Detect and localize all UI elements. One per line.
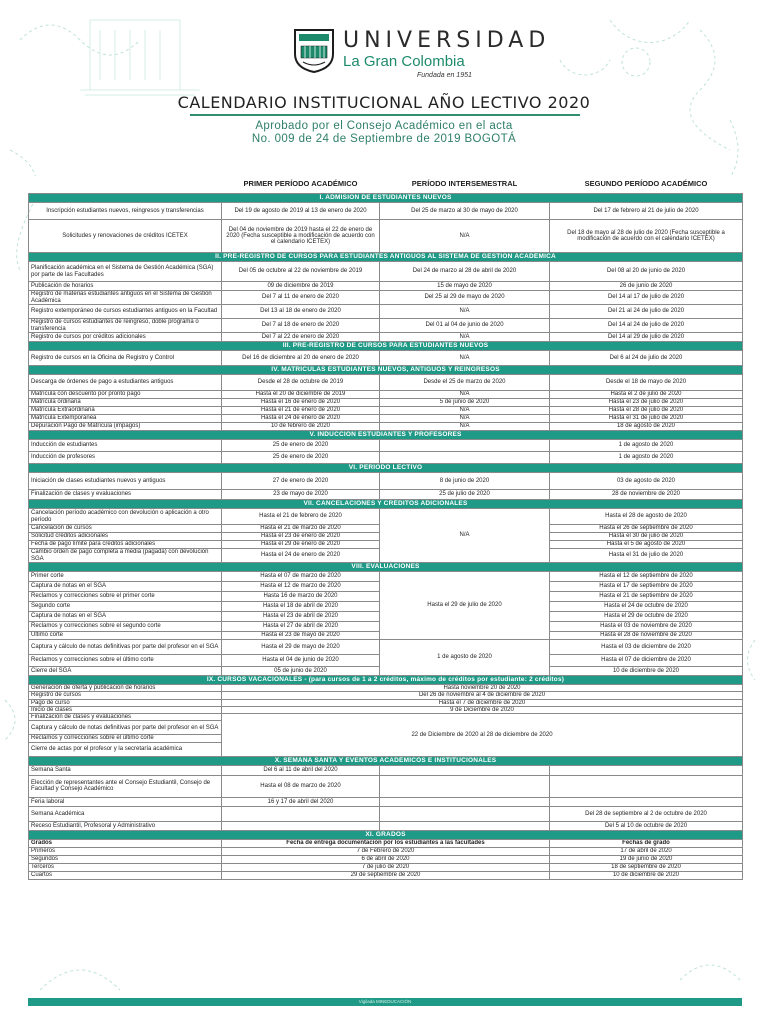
table-row <box>29 490 743 500</box>
cell-p1 <box>222 806 380 821</box>
footer-bar: Vigilada MINEDUCACIÓN <box>28 998 742 1006</box>
table-row <box>29 473 743 490</box>
section-title: IV. MATRÍCULAS ESTUDIANTES NUEVOS, ANTIGUOS Y REINGRESOS <box>29 366 743 375</box>
cell-p1: Hasta el 18 de abril de 2020 <box>222 602 380 612</box>
table-row <box>29 714 743 721</box>
row-label: Matrícula Extraordinaria <box>29 407 222 415</box>
cell-p2: Hasta el 07 de diciembre de 2020 <box>550 655 743 667</box>
table-row <box>29 262 743 282</box>
cell-p2: Del 17 de febrero al 21 de julio de 2020 <box>550 203 743 220</box>
row-label: Cierre de actas por el profesor y la secretaría académica <box>29 742 222 756</box>
row-label: Planificación académica en el Sistema de Gestión Académica (SGA) por parte de las Facultades <box>29 262 222 282</box>
section-header <box>29 431 743 440</box>
cell-inter: Del 25 de marzo al 30 de mayo de 2020 <box>380 203 550 220</box>
cell-p2: Del 21 al 24 de julio de 2020 <box>550 305 743 319</box>
cell-value: Hasta noviembre 20 de 2020 <box>222 685 743 692</box>
table-row <box>29 415 743 423</box>
row-label: Captura y cálculo de notas definitivas por parte del profesor en el SGA <box>29 721 222 735</box>
cell-p1: 16 y 17 de abril del 2020 <box>222 797 380 806</box>
table-row <box>29 871 743 879</box>
cell-value: 9 de Diciembre de 2020 <box>222 706 743 713</box>
row-label: Generación de oferta y publicación de horarios <box>29 685 222 692</box>
table-row <box>29 407 743 415</box>
cell-p1: Hasta el 04 de junio de 2020 <box>222 655 380 667</box>
row-label: Registro de cursos en la Oficina de Registro y Control <box>29 351 222 366</box>
grades-col-dates: Fechas de grado <box>550 839 743 847</box>
cell-inter: 8 de junio de 2020 <box>380 473 550 490</box>
cell-p1 <box>222 821 380 830</box>
cell-inter-merged: 1 de agosto de 2020 <box>380 640 550 676</box>
cell-inter: 25 de julio de 2020 <box>380 490 550 500</box>
cell-p2 <box>550 797 743 806</box>
title-divider <box>190 114 580 116</box>
cell-p1: Hasta el 21 de marzo de 2020 <box>222 525 380 533</box>
table-row <box>29 305 743 319</box>
table-row <box>29 699 743 706</box>
cell-p2: 1 de agosto de 2020 <box>550 452 743 464</box>
cell-p1: Del 19 de agosto de 2019 al 13 de enero de 2020 <box>222 203 380 220</box>
cell-doc-date: 6 de abril de 2020 <box>222 855 550 863</box>
cell-p2: Del 6 al 24 de julio de 2020 <box>550 351 743 366</box>
cell-p2: Del 14 al 17 de julio de 2020 <box>550 291 743 305</box>
table-row <box>29 775 743 797</box>
cell-inter: N/A <box>380 423 550 431</box>
cell-grade-date: 17 de abril de 2020 <box>550 847 743 855</box>
cell-p2: Del 5 al 10 de octubre de 2020 <box>550 821 743 830</box>
cell-p1: Del 6 al 11 de abril del 2020 <box>222 765 380 775</box>
cell-inter <box>380 797 550 806</box>
grades-col-docs: Fecha de entrega documentación por los estudiantes a las facultades <box>222 839 550 847</box>
table-row <box>29 440 743 452</box>
cell-inter: Desde el 25 de marzo de 2020 <box>380 375 550 391</box>
table-row <box>29 685 743 692</box>
cell-inter: N/A <box>380 351 550 366</box>
cell-p1: Hasta el 08 de marzo de 2020 <box>222 775 380 797</box>
cell-p1: Del 16 de diciembre al 20 de enero de 2020 <box>222 351 380 366</box>
row-label: Solicitudes y renovaciones de créditos ICETEX <box>29 220 222 253</box>
cell-grade-date: 10 de diciembre de 2020 <box>550 871 743 879</box>
table-row <box>29 572 743 582</box>
row-label: Descarga de órdenes de pago a estudiantes antiguos <box>29 375 222 391</box>
cell-p1: Hasta el 24 de enero de 2020 <box>222 415 380 423</box>
table-row <box>29 399 743 407</box>
approval-line-1: Aprobado por el Consejo Académico en el acta <box>255 120 513 132</box>
cell-p1: 23 de mayo de 2020 <box>222 490 380 500</box>
cell-inter <box>380 452 550 464</box>
cell-p1: Hasta el 29 de mayo de 2020 <box>222 640 380 655</box>
row-label: Finalización de clases y evaluaciones <box>29 490 222 500</box>
cell-p2 <box>550 765 743 775</box>
row-label: Captura de notas en el SGA <box>29 612 222 622</box>
section-header <box>29 563 743 572</box>
cell-p2: 18 de agosto de 2020 <box>550 423 743 431</box>
row-label: Iniciación de clases estudiantes nuevos y antiguos <box>29 473 222 490</box>
table-row <box>29 220 743 253</box>
row-label: Registro de cursos <box>29 692 222 699</box>
row-label: Cierre del SGA <box>29 667 222 676</box>
row-label: Semana Académica <box>29 806 222 821</box>
row-label: Matrícula Extemporánea <box>29 415 222 423</box>
cell-inter: N/A <box>380 305 550 319</box>
section-header <box>29 500 743 509</box>
row-label: Cuartos <box>29 871 222 879</box>
brand-name: La Gran Colombia <box>343 53 465 70</box>
cell-p2: Del 14 al 24 de julio de 2020 <box>550 319 743 333</box>
cell-p1: Hasta el 23 de abril de 2020 <box>222 612 380 622</box>
row-label: Inducción de estudiantes <box>29 440 222 452</box>
cell-inter: Del 24 de marzo al 28 de abril de 2020 <box>380 262 550 282</box>
section-header <box>29 253 743 262</box>
row-label: Último corte <box>29 632 222 640</box>
table-row <box>29 391 743 399</box>
section-title: V. INDUCCIÓN ESTUDIANTES Y PROFESORES <box>29 431 743 440</box>
row-label: Primeros <box>29 847 222 855</box>
row-label: Matrícula ordinaria <box>29 399 222 407</box>
calendar-table <box>28 176 743 880</box>
section-header <box>29 342 743 351</box>
row-label: Reclamos y correcciones sobre el último corte <box>29 655 222 667</box>
cell-inter: 15 de mayo de 2020 <box>380 282 550 291</box>
section-title: XI. GRADOS <box>29 830 743 839</box>
cell-p1: Hasta el 21 de febrero de 2020 <box>222 509 380 525</box>
section-header <box>29 676 743 685</box>
cell-p1: Del 04 de noviembre de 2019 hasta el 22 de enero de 2020 (Fecha susceptible a modificación de acuerdo con el calendario ICETEX) <box>222 220 380 253</box>
cell-value: Hasta el 7 de diciembre de 2020 <box>222 699 743 706</box>
cell-grade-date: 18 de septiembre de 2020 <box>550 863 743 871</box>
row-label: Matrícula con descuento por pronto pago <box>29 391 222 399</box>
cell-p2: Hasta el 28 de julio de 2020 <box>550 407 743 415</box>
row-label: Cancelación de cursos <box>29 525 222 533</box>
cell-p1: Del 7 al 11 de enero de 2020 <box>222 291 380 305</box>
row-label: Captura de notas en el SGA <box>29 582 222 592</box>
cell-p2: 03 de agosto de 2020 <box>550 473 743 490</box>
table-row <box>29 765 743 775</box>
cell-value: Del 26 de noviembre al 4 de diciembre de 2020 <box>222 692 743 699</box>
cell-p2: Hasta el 2 de julio de 2020 <box>550 391 743 399</box>
cell-p2: 10 de diciembre de 2020 <box>550 667 743 676</box>
cell-p1: 27 de enero de 2020 <box>222 473 380 490</box>
table-row <box>29 375 743 391</box>
cell-p1: Del 7 al 22 de enero de 2020 <box>222 333 380 342</box>
cell-inter-merged: Hasta el 29 de julio de 2020 <box>380 572 550 640</box>
row-label: Primer corte <box>29 572 222 582</box>
cell-p1: 05 de junio de 2020 <box>222 667 380 676</box>
cell-p2: 1 de agosto de 2020 <box>550 440 743 452</box>
row-label: Registro de cursos estudiantes de reingreso, doble programa o transferencia <box>29 319 222 333</box>
section-title: II. PRE-REGISTRO DE CURSOS PARA ESTUDIANTES ANTIGUOS AL SISTEMA DE GESTIÓN ACADÉMICA <box>29 253 743 262</box>
row-label: Inicio de clases <box>29 706 222 713</box>
section-header <box>29 194 743 203</box>
row-label: Terceros <box>29 863 222 871</box>
row-label: Elección de representantes ante el Consejo Estudiantil, Consejo de Facultad y Consejo Académico <box>29 775 222 797</box>
cell-p2: Hasta el 03 de noviembre de 2020 <box>550 622 743 632</box>
cell-p1: Hasta el 23 de enero de 2020 <box>222 533 380 541</box>
row-label: Fecha de pago límite para créditos adicionales <box>29 541 222 549</box>
row-label: Reclamos y correcciones sobre el primer corte <box>29 592 222 602</box>
cell-inter: 5 de junio de 2020 <box>380 399 550 407</box>
row-label: Captura y cálculo de notas definitivas por parte del profesor en el SGA <box>29 640 222 655</box>
cell-p2: Hasta el 31 de julio de 2020 <box>550 415 743 423</box>
section-title: IX. CURSOS VACACIONALES - (para cursos de 1 a 2 créditos, máximo de créditos por estudiante: 2 créditos) <box>29 676 743 685</box>
header-primer-periodo: PRIMER PERÍODO ACADÉMICO <box>222 176 380 194</box>
cell-p2: Hasta el 28 de agosto de 2020 <box>550 509 743 525</box>
cell-p1: Hasta el 16 de enero de 2020 <box>222 399 380 407</box>
cell-p1: Del 05 de octubre al 22 de noviembre de 2019 <box>222 262 380 282</box>
cell-inter <box>380 765 550 775</box>
row-label: Finalización de clases y evaluaciones <box>29 714 222 721</box>
brand-founded: Fundada en 1951 <box>417 72 472 79</box>
row-label: Receso Estudiantil, Profesoral y Administrativo <box>29 821 222 830</box>
cell-inter <box>380 821 550 830</box>
approval-line-2: No. 009 de 24 de Septiembre de 2019 BOGOTÁ <box>251 133 517 145</box>
section-header <box>29 366 743 375</box>
cell-p2 <box>550 775 743 797</box>
cell-p2: Del 08 al 20 de junio de 2020 <box>550 262 743 282</box>
row-label: Semana Santa <box>29 765 222 775</box>
cell-p2: Hasta el 26 de septiembre de 2020 <box>550 525 743 533</box>
row-label: Feria laboral <box>29 797 222 806</box>
row-label: Registro de materias estudiantes antiguos en el Sistema de Gestión Académica <box>29 291 222 305</box>
cell-p1: Del 13 al 18 de enero de 2020 <box>222 305 380 319</box>
table-row <box>29 203 743 220</box>
cell-p1: Hasta el 21 de enero de 2020 <box>222 407 380 415</box>
table-row <box>29 452 743 464</box>
header-intersemestral: PERÍODO INTERSEMESTRAL <box>380 176 550 194</box>
row-label: Cambio orden de pago completa a media (pagada) con devolución SGA <box>29 549 222 563</box>
cell-p2: Del 18 de mayo al 28 de julio de 2020 (Fecha susceptible a modificación de acuerdo con el calendario ICETEX) <box>550 220 743 253</box>
cell-p2: Hasta el 30 de julio de 2020 <box>550 533 743 541</box>
row-label: Inscripción estudiantes nuevos, reingresos y transferencias <box>29 203 222 220</box>
table-row <box>29 855 743 863</box>
table-row <box>29 692 743 699</box>
cell-p2: Hasta el 31 de julio de 2020 <box>550 549 743 563</box>
cell-p2: Del 14 al 29 de julio de 2020 <box>550 333 743 342</box>
table-row <box>29 319 743 333</box>
cell-p1: 25 de enero de 2020 <box>222 452 380 464</box>
cell-p1: Hasta el 23 de mayo de 2020 <box>222 632 380 640</box>
row-label: Reclamos y correcciones sobre el segundo corte <box>29 622 222 632</box>
section-title: VII. CANCELACIONES Y CRÉDITOS ADICIONALES <box>29 500 743 509</box>
cell-p2: Hasta el 03 de diciembre de 2020 <box>550 640 743 655</box>
row-label: Segundo corte <box>29 602 222 612</box>
cell-inter: N/A <box>380 407 550 415</box>
cell-p1: Hasta el 12 de marzo de 2020 <box>222 582 380 592</box>
row-label: Cancelación período académico con devolución o aplicación a otro período <box>29 509 222 525</box>
table-row <box>29 282 743 291</box>
section-title: VIII. EVALUACIONES <box>29 563 743 572</box>
row-label: Reclamos y correcciones sobre el último corte <box>29 735 222 742</box>
header-empty <box>29 176 222 194</box>
cell-p2: Hasta el 23 de julio de 2020 <box>550 399 743 407</box>
cell-doc-date: 7 de Febrero de 2020 <box>222 847 550 855</box>
header-segundo-periodo: SEGUNDO PERÍODO ACADÉMICO <box>550 176 743 194</box>
cell-p2: Hasta el 24 de octubre de 2020 <box>550 602 743 612</box>
section-header <box>29 756 743 765</box>
cell-inter: N/A <box>380 415 550 423</box>
section-header <box>29 830 743 839</box>
section-header <box>29 464 743 473</box>
section-title: VI. PERÍODO LECTIVO <box>29 464 743 473</box>
table-row <box>29 333 743 342</box>
cell-p1: Del 7 al 18 de enero de 2020 <box>222 319 380 333</box>
cell-p1: Hasta 16 de marzo de 2020 <box>222 592 380 602</box>
cell-p1: 25 de enero de 2020 <box>222 440 380 452</box>
page-title: CALENDARIO INSTITUCIONAL AÑO LECTIVO 2020 <box>177 93 591 112</box>
table-row <box>29 291 743 305</box>
row-label: Depuración Pago de Matrícula (impagos) <box>29 423 222 431</box>
cell-p1: Hasta el 07 de marzo de 2020 <box>222 572 380 582</box>
cell-grade-date: 19 de junio de 2020 <box>550 855 743 863</box>
cell-p1: Hasta el 27 de abril de 2020 <box>222 622 380 632</box>
row-label: Solicitud créditos adicionales <box>29 533 222 541</box>
cell-inter <box>380 440 550 452</box>
university-logo <box>293 26 551 86</box>
row-label: Publicación de horarios <box>29 282 222 291</box>
table-row <box>29 797 743 806</box>
cell-doc-date: 29 de septiembre de 2020 <box>222 871 550 879</box>
row-label: Pago de curso <box>29 699 222 706</box>
section-title: I. ADMISIÓN DE ESTUDIANTES NUEVOS <box>29 194 743 203</box>
table-row <box>29 640 743 655</box>
cell-p2: Hasta el 12 de septiembre de 2020 <box>550 572 743 582</box>
section-title: III. PRE-REGISTRO DE CURSOS PARA ESTUDIANTES NUEVOS <box>29 342 743 351</box>
cell-merged-dates: 22 de Diciembre de 2020 al 28 de diciembre de 2020 <box>222 714 743 757</box>
table-row <box>29 706 743 713</box>
table-row <box>29 423 743 431</box>
cell-inter: N/A <box>380 333 550 342</box>
cell-p2: Hasta el 17 de septiembre de 2020 <box>550 582 743 592</box>
cell-p1: Hasta el 29 de enero de 2020 <box>222 541 380 549</box>
table-header-row <box>29 176 743 194</box>
table-row <box>29 847 743 855</box>
table-row <box>29 509 743 525</box>
cell-doc-date: 7 de julio de 2020 <box>222 863 550 871</box>
cell-p2: 28 de noviembre de 2020 <box>550 490 743 500</box>
cell-inter: N/A <box>380 391 550 399</box>
table-row <box>29 806 743 821</box>
cell-p1: Hasta el 20 de diciembre de 2019 <box>222 391 380 399</box>
row-label: Registro de cursos por créditos adicionales <box>29 333 222 342</box>
cell-inter-merged: N/A <box>380 509 550 563</box>
cell-p1: Desde el 28 de octubre de 2019 <box>222 375 380 391</box>
cell-inter <box>380 775 550 797</box>
cell-p2: 26 de junio de 2020 <box>550 282 743 291</box>
table-row <box>29 821 743 830</box>
cell-p2: Desde el 18 de mayo de 2020 <box>550 375 743 391</box>
crest-icon <box>293 28 335 74</box>
row-label: Registro extemporáneo de cursos estudiantes antiguos en la Facultad <box>29 305 222 319</box>
grades-header-row <box>29 839 743 847</box>
cell-p2: Hasta el 5 de agosto de 2020 <box>550 541 743 549</box>
cell-inter: Del 01 al 04 de junio de 2020 <box>380 319 550 333</box>
table-row <box>29 863 743 871</box>
cell-inter: N/A <box>380 220 550 253</box>
cell-p1: Hasta el 24 de enero de 2020 <box>222 549 380 563</box>
cell-p2: Del 28 de septiembre al 2 de octubre de 2020 <box>550 806 743 821</box>
cell-p1: 09 de diciembre de 2019 <box>222 282 380 291</box>
row-label: Inducción de profesores <box>29 452 222 464</box>
cell-p2: Hasta el 28 de noviembre de 2020 <box>550 632 743 640</box>
table-row <box>29 351 743 366</box>
row-label: Segundos <box>29 855 222 863</box>
cell-p1: 10 de febrero de 2020 <box>222 423 380 431</box>
section-title: X. SEMANA SANTA Y EVENTOS ACADÉMICOS E INSTITUCIONALES <box>29 756 743 765</box>
cell-inter <box>380 806 550 821</box>
cell-inter: Del 25 al 29 de mayo de 2020 <box>380 291 550 305</box>
brand-word: UNIVERSIDAD <box>343 28 551 53</box>
cell-p2: Hasta el 21 de septiembre de 2020 <box>550 592 743 602</box>
grades-col-label: Grados <box>29 839 222 847</box>
cell-p2: Hasta el 29 de octubre de 2020 <box>550 612 743 622</box>
